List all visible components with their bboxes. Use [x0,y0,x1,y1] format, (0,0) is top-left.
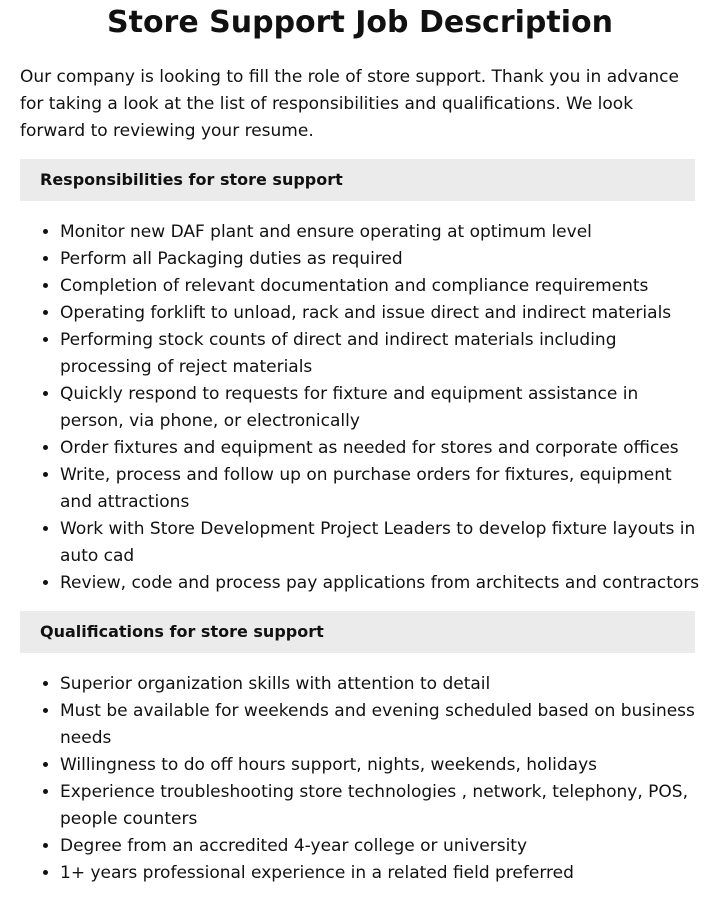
list-item: • Work with Store Development Project Leaders to develop fixture layouts in auto cad [60,516,700,570]
list-item: • Experience troubleshooting store technologies , network, telephony, POS, people counters [60,779,700,833]
list-item: • Superior organization skills with attention to detail [60,671,700,698]
intro-text: Our company is looking to fill the role of store support. Thank you in advance for taking a look at the list of responsibilities and qualifications. We look forward to reviewing your resume. [20,67,679,141]
list-item: • Completion of relevant documentation and compliance requirements [60,273,700,300]
list-item: • Review, code and process pay applications from architects and contractors [60,570,700,597]
list-item: • Must be available for weekends and evening scheduled based on business needs [60,698,700,752]
list-item: • Operating forklift to unload, rack and issue direct and indirect materials [60,300,700,327]
list-item: • 1+ years professional experience in a related field preferred [60,860,700,887]
qualifications-heading: Qualifications for store support [20,611,695,653]
qualifications-list [20,671,700,887]
list-item: • Perform all Packaging duties as required [60,246,700,273]
list-item: • Order fixtures and equipment as needed for stores and corporate offices [60,435,700,462]
page-title: Store Support Job Description [107,5,613,40]
list-item: • Write, process and follow up on purchase orders for fixtures, equipment and attractions [60,462,700,516]
list-item: • Willingness to do off hours support, nights, weekends, holidays [60,752,700,779]
responsibilities-list [20,219,700,597]
responsibilities-heading: Responsibilities for store support [20,159,695,201]
list-item: • Quickly respond to requests for fixture and equipment assistance in person, via phone, or electronically [60,381,700,435]
list-item: • Monitor new DAF plant and ensure operating at optimum level [60,219,700,246]
list-item: • Degree from an accredited 4-year college or university [60,833,700,860]
list-item: • Performing stock counts of direct and indirect materials including processing of reject materials [60,327,700,381]
